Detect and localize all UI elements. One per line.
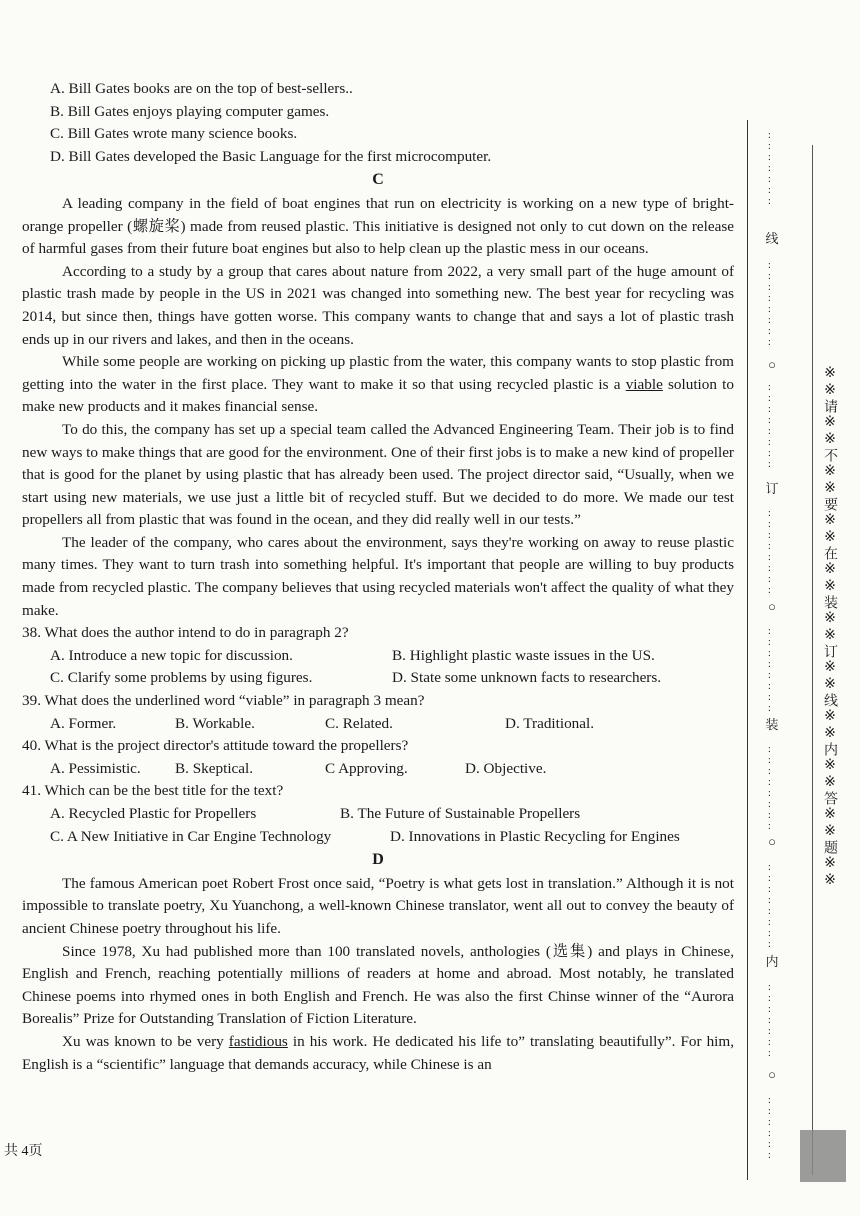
binding-mark: ○: [768, 834, 776, 849]
option: A. Pessimistic.: [50, 759, 141, 777]
paragraph-text: in his work. He dedicated his life to” translating beautifully”. For him, English is a “scientific” language that demands accuracy, while Chinese is an: [22, 1032, 734, 1073]
option-b: B. Bill Gates enjoys playing computer games.: [50, 102, 330, 120]
exam-content: [22, 78, 734, 1076]
binding-mark: ○: [768, 357, 776, 372]
binding-warning-note: ※※请※※不※※要※※在※※装※※订※※线※※内※※答※※题※※: [822, 365, 838, 889]
question-38: [22, 622, 734, 690]
option-row: [22, 667, 734, 690]
section-d-paragraph-2: Since 1978, Xu had published more than 100 translated novels, anthologies (选集) and plays in Chinese, English and French, reaching potentially millions of readers at home and abroad. Most notably, he translated Chinese poems into rhymed ones in both English and French. He was also the first Chinse winner of the “Aurora Borealis” Prize for Outstanding Translation of Fiction Literature.: [22, 942, 734, 1028]
option: A. Recycled Plastic for Propellers: [50, 805, 257, 822]
question-41: [22, 780, 734, 848]
dotted-line: : : : : : : : :: [768, 862, 771, 950]
section-d-paragraph-1: The famous American poet Robert Frost once said, “Poetry is what gets lost in translation.” Although it is not impossible to translate poetry, Xu Yuanchong, a well-known Chinese translator, went all out to convey the beauty of ancient Chinese poetry throughout his life.: [22, 874, 734, 937]
option: D. State some unknown facts to researchers.: [392, 669, 662, 687]
option: C. Clarify some problems by using figures.: [50, 669, 313, 687]
section-c-paragraph-4: To do this, the company has set up a special team called the Advanced Engineering Team. Their job is to find new ways to make things that are good for the environment. One of their first jobs is to make a new kind of propeller that is good for the planet by using plastic that has already been used. The project director said, “Usually, when we start using new materials, we use just a little bit of recycled stuff. But we decided to do more. We made our test propellers all from plastic that was found in the ocean, and they did really well in our tests.”: [22, 420, 734, 529]
dotted-line: : : : : : : : :: [768, 508, 771, 596]
section-d-paragraph-3: [22, 1031, 734, 1076]
dotted-line: : : : : : : :: [768, 130, 771, 207]
option: B. Highlight plastic waste issues in the US.: [392, 646, 655, 664]
question-stem: 41. Which can be the best title for the text?: [22, 782, 284, 800]
option: B. Workable.: [175, 714, 255, 732]
paragraph-text: solution to make new products and it makes financial sense.: [22, 375, 734, 416]
option: D. Traditional.: [505, 714, 595, 732]
binding-rule: [812, 145, 813, 1175]
section-c-paragraph-3: [22, 351, 734, 419]
binding-mark: 内: [765, 954, 779, 969]
binding-margin: [747, 120, 802, 1180]
dotted-line: : : : : : : :: [768, 982, 771, 1059]
option: D. Objective.: [465, 759, 547, 777]
scan-mark: [800, 1130, 846, 1182]
paragraph-text: While some people are working on picking up plastic from the water, this company wants to stop plastic from getting into the water in the first place. They want to make it so that using recycled plastic is a: [22, 353, 734, 393]
section-c-title: C: [372, 171, 384, 189]
option: C Approving.: [325, 759, 408, 777]
underlined-word: fastidious: [228, 1032, 288, 1050]
dotted-line: : : : : : :: [768, 1095, 771, 1161]
question-39: [22, 690, 734, 735]
question-stem: 40. What is the project director's attitude toward the propellers?: [22, 737, 409, 755]
previous-question-options: [22, 78, 734, 168]
option: A. Former.: [50, 714, 117, 732]
option: C. Related.: [325, 714, 393, 732]
section-c-paragraph-2: According to a study by a group that cares about nature from 2022, a very small part of the huge amount of plastic trash made by people in the US in 2021 was changed into something new. The best year for recycling was 2014, but since then, things have gotten worse. This company wants to change that and says a lot of plastic trash ends up in our rivers and lakes, and then in the oceans.: [22, 262, 734, 348]
binding-mark: ○: [768, 599, 776, 614]
option: B. Skeptical.: [175, 759, 254, 777]
option: B. The Future of Sustainable Propellers: [340, 805, 581, 822]
dotted-line: : : : : : : : :: [768, 260, 771, 348]
option-row: [22, 826, 734, 849]
underlined-word: viable: [625, 375, 663, 393]
option-c: C. Bill Gates wrote many science books.: [50, 125, 298, 143]
question-stem: 39. What does the underlined word “viable” in paragraph 3 mean?: [22, 692, 425, 710]
option-a: A. Bill Gates books are on the top of best-sellers..: [50, 80, 353, 97]
section-c-paragraph-5: The leader of the company, who cares about the environment, says they're working on away to reuse plastic many times. They want to turn trash into something helpful. It's important that people are willing to buy products made from recycled plastic. The company believes that using recycled materials won't affect the quality of what they make.: [22, 533, 734, 619]
dotted-line: : : : : : : : :: [768, 382, 771, 470]
option: A. Introduce a new topic for discussion.: [50, 646, 293, 664]
page-footer: 共 4页: [4, 1144, 43, 1159]
option-row: [22, 758, 734, 781]
option: D. Innovations in Plastic Recycling for Engines: [390, 827, 680, 845]
question-stem: 38. What does the author intend to do in paragraph 2?: [22, 624, 349, 642]
binding-mark: 线: [765, 231, 779, 246]
binding-mark: 装: [765, 717, 779, 732]
option-row: [22, 713, 734, 736]
option: C. A New Initiative in Car Engine Technology: [50, 827, 332, 845]
binding-mark: ○: [768, 1067, 776, 1082]
section-d-title: D: [372, 851, 384, 869]
paragraph-text: Xu was known to be very: [62, 1032, 229, 1050]
option-row: [22, 803, 734, 826]
dotted-line: : : : : : : : :: [768, 626, 771, 714]
option-d: D. Bill Gates developed the Basic Language for the first microcomputer.: [50, 147, 492, 165]
dotted-line: : : : : : : : :: [768, 744, 771, 832]
binding-mark: 订: [765, 481, 779, 496]
section-c-paragraph-1: A leading company in the field of boat engines that run on electricity is working on a new type of bright-orange propeller (螺旋桨) made from reused plastic. This initiative is designed not only to cut down on the release of harmful gases from their future boat engines but also to help clean up the plastic mess in our oceans.: [22, 194, 734, 258]
option-row: [22, 645, 734, 668]
question-40: [22, 735, 734, 780]
